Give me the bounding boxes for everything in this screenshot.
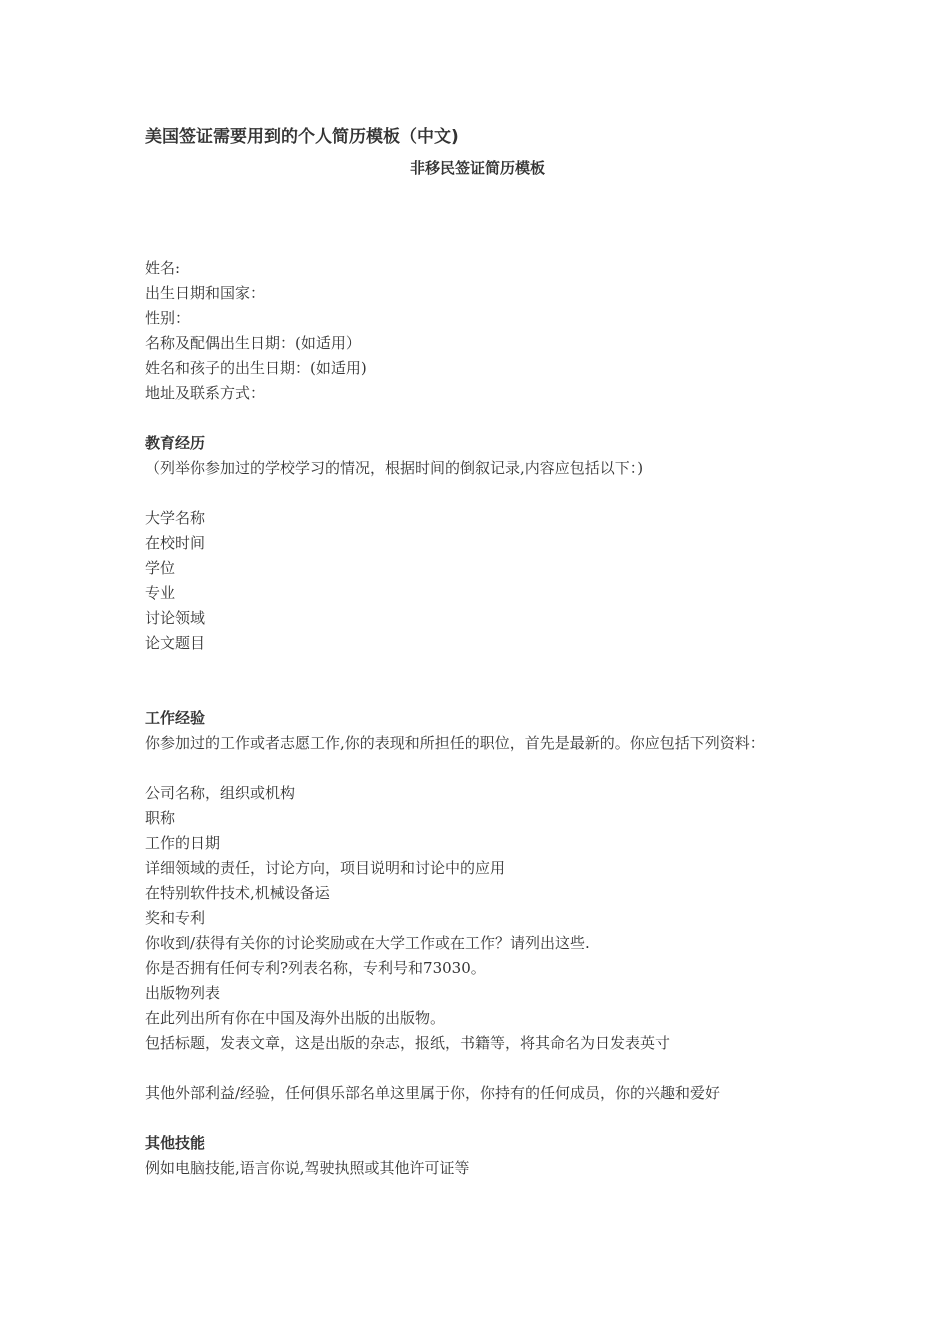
work-item: 公司名称，组织或机构: [145, 784, 296, 802]
education-heading: 教育经历: [145, 434, 206, 452]
personal-address-field: 地址及联系方式：: [145, 384, 266, 402]
spacer: [145, 1106, 810, 1131]
personal-birth-field: 出生日期和国家：: [145, 284, 266, 302]
personal-children-field: 姓名和孩子的出生日期：(如适用): [145, 359, 367, 377]
work-item: 工作的日期: [145, 834, 221, 852]
education-intro: （列举你参加过的学校学习的情况，根据时间的倒叙记录,内容应包括以下：): [145, 459, 644, 477]
education-item: 专业: [145, 584, 176, 602]
spacer: [145, 481, 810, 506]
skills-heading: 其他技能: [145, 1134, 206, 1152]
work-intro: 你参加过的工作或者志愿工作,你的表现和所担任的职位，首先是最新的。你应包括下列资料：: [145, 734, 765, 752]
personal-spouse-field: 名称及配偶出生日期：(如适用）: [145, 334, 361, 352]
document-title: 美国签证需要用到的个人简历模板（中文): [145, 127, 459, 147]
skills-text: 例如电脑技能,语言你说,驾驶执照或其他许可证等: [145, 1159, 470, 1177]
work-item: 详细领域的责任，讨论方向，项目说明和讨论中的应用: [145, 859, 506, 877]
work-item: 你是否拥有任何专利?列表名称，专利号和73030。: [145, 959, 486, 977]
spacer: [145, 406, 810, 431]
personal-gender-field: 性别：: [145, 309, 191, 327]
other-interests-text: 其他外部利益/经验，任何俱乐部名单这里属于你，你持有的任何成员，你的兴趣和爱好: [145, 1084, 721, 1102]
education-item: 讨论领域: [145, 609, 206, 627]
skills-section: [145, 1131, 810, 1181]
spacer: [145, 756, 810, 781]
other-interests-section: [145, 1081, 810, 1106]
education-section: [145, 431, 810, 656]
document-subtitle: 非移民签证简历模板: [409, 159, 545, 177]
work-item: 出版物列表: [145, 984, 221, 1002]
personal-name-field: 姓名:: [145, 259, 181, 277]
spacer: [145, 180, 810, 256]
education-item: 论文题目: [145, 634, 206, 652]
spacer: [145, 1056, 810, 1081]
education-item: 在校时间: [145, 534, 206, 552]
spacer: [145, 656, 810, 706]
work-item: 包括标题，发表文章，这是出版的杂志，报纸，书籍等，将其命名为日发表英寸: [145, 1034, 671, 1052]
education-item: 学位: [145, 559, 176, 577]
work-section: [145, 706, 810, 1056]
work-item: 在特别软件技术,机械设备运: [145, 884, 330, 902]
work-item: 奖和专利: [145, 909, 206, 927]
document-content: [145, 124, 810, 1181]
work-heading: 工作经验: [145, 709, 206, 727]
work-item: 你收到/获得有关你的讨论奖励或在大学工作或在工作？请列出这些.: [145, 934, 590, 952]
personal-info-section: [145, 256, 810, 406]
work-item: 在此列出所有你在中国及海外出版的出版物。: [145, 1009, 446, 1027]
work-item: 职称: [145, 809, 176, 827]
education-item: 大学名称: [145, 509, 206, 527]
